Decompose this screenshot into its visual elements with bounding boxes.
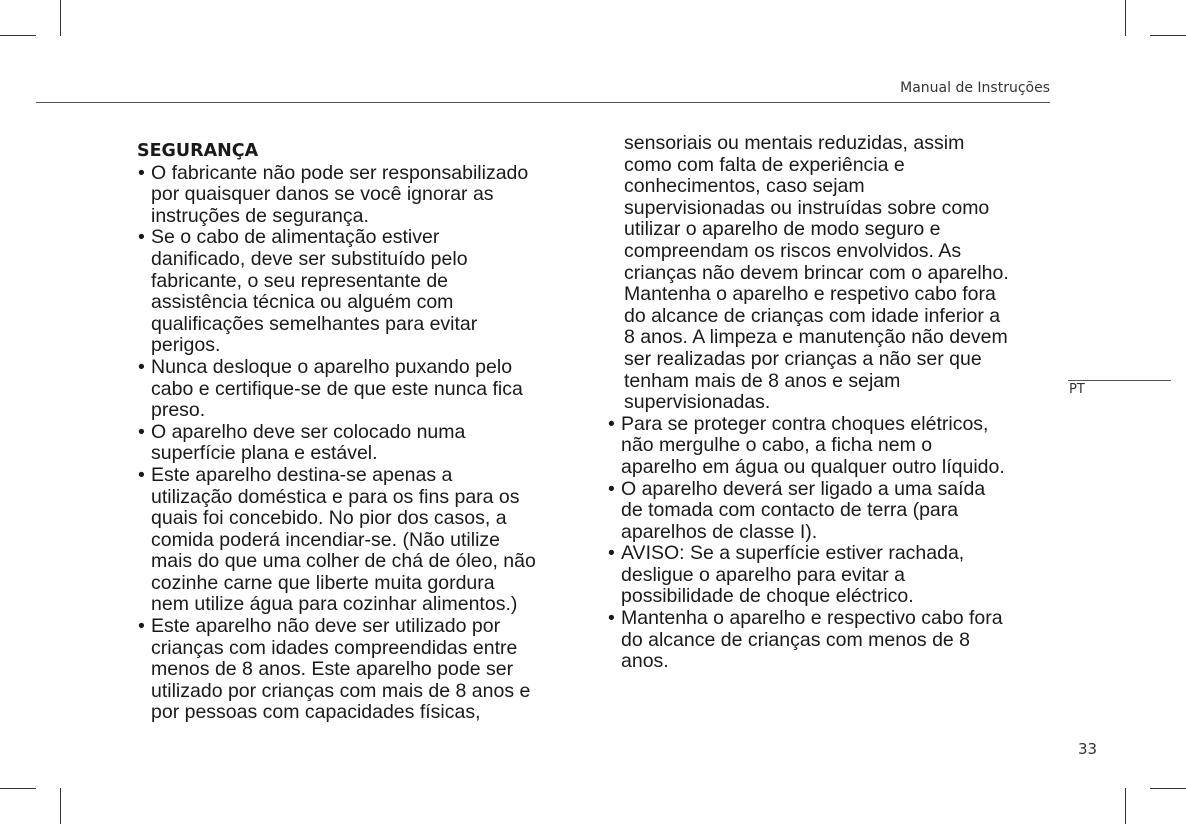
bullet-item — [607, 479, 1057, 544]
text-line: mais do que uma colher de chá de óleo, não — [151, 550, 536, 573]
text-line: utilizado por crianças com mais de 8 anos e — [151, 679, 531, 702]
text-line: preso. — [151, 399, 206, 422]
right-bullet-list — [607, 414, 1057, 673]
text-line: desligue o aparelho para evitar a — [621, 563, 906, 586]
bullet-item — [137, 163, 587, 228]
crop-mark-top-left-horizontal — [0, 35, 36, 36]
bullet-item — [137, 357, 587, 422]
text-line: de tomada com contacto de terra (para — [621, 499, 959, 522]
text-line: sensoriais ou mentais reduzidas, assim — [624, 132, 965, 154]
text-line: • Este aparelho não deve ser utilizado por — [151, 615, 501, 638]
bullet-item — [607, 414, 1057, 479]
text-line: perigos. — [151, 334, 221, 357]
bullet-item — [607, 608, 1057, 673]
text-line: por pessoas com capacidades físicas, — [151, 701, 481, 724]
header-divider — [36, 102, 1050, 103]
left-column — [137, 139, 587, 724]
text-line: do alcance de crianças com idade inferior a — [624, 304, 1001, 327]
text-line: anos. — [621, 650, 669, 673]
text-line: possibilidade de choque eléctrico. — [621, 585, 914, 608]
bullet-item — [137, 616, 587, 724]
text-line: • Nunca desloque o aparelho puxando pelo — [151, 355, 513, 378]
crop-mark-bottom-left-horizontal — [0, 788, 36, 789]
text-line: do alcance de crianças com menos de 8 — [621, 628, 971, 651]
bullet-item — [607, 543, 1057, 608]
text-line: cabo e certifique-se de que este nunca fica — [151, 377, 523, 400]
text-line: compreendam os riscos envolvidos. As — [624, 239, 962, 262]
page-number: 33 — [1078, 740, 1098, 758]
text-line: cozinhe carne que liberte muita gordura — [151, 571, 495, 594]
text-line: fabricante, o seu representante de — [151, 269, 449, 292]
text-line: • Mantenha o aparelho e respectivo cabo fora — [621, 607, 1003, 630]
text-line: utilizar o aparelho de modo seguro e — [624, 218, 941, 241]
text-line: não mergulhe o cabo, a ficha nem o — [621, 434, 933, 457]
left-bullet-list — [137, 163, 587, 724]
text-line: menos de 8 anos. Este aparelho pode ser — [151, 658, 514, 681]
text-line: supervisionadas. — [624, 391, 771, 414]
bullet-item — [137, 465, 587, 616]
text-line: nem utilize água para cozinhar alimentos.) — [151, 593, 518, 616]
text-line: • O fabricante não pode ser responsabilizado — [151, 161, 529, 184]
text-line: tenham mais de 8 anos e sejam — [624, 369, 901, 392]
text-line: aparelho em água ou qualquer outro líquido. — [621, 455, 1005, 478]
language-tab-divider — [1068, 380, 1171, 381]
right-column — [607, 133, 1057, 673]
text-line: assistência técnica ou alguém com — [151, 291, 454, 314]
manual-title: Manual de Instruções — [900, 80, 1050, 96]
text-line: • Se o cabo de alimentação estiver — [151, 226, 440, 249]
text-line: • Este aparelho destina-se apenas a — [151, 463, 453, 486]
bullet-item — [137, 227, 587, 357]
text-line: • O aparelho deverá ser ligado a uma saída — [621, 477, 986, 500]
text-line: Mantenha o aparelho e respetivo cabo fora — [624, 283, 996, 306]
crop-mark-bottom-right-horizontal — [1150, 788, 1186, 789]
text-line: • AVISO: Se a superfície estiver rachada, — [621, 542, 965, 565]
text-line: qualificações semelhantes para evitar — [151, 312, 478, 335]
crop-mark-bottom-right-vertical — [1125, 788, 1126, 824]
bullet-item — [137, 422, 587, 465]
text-line: por quaisquer danos se você ignorar as — [151, 183, 494, 206]
section-title: SEGURANÇA — [137, 141, 259, 161]
text-line: supervisionadas ou instruídas sobre como — [624, 196, 990, 219]
crop-mark-top-left-vertical — [60, 0, 61, 36]
continued-paragraph — [607, 133, 1057, 414]
text-line: quais foi concebido. No pior dos casos, a — [151, 507, 507, 530]
language-tab: PT — [1069, 382, 1085, 397]
text-line: utilização doméstica e para os fins para os — [151, 485, 520, 508]
text-line: • Para se proteger contra choques elétricos, — [621, 412, 989, 435]
text-line: • O aparelho deve ser colocado numa — [151, 420, 466, 443]
text-line: comida poderá incendiar-se. (Não utilize — [151, 528, 501, 551]
text-line: ser realizadas por crianças a não ser que — [624, 347, 982, 370]
text-line: crianças com idades compreendidas entre — [151, 636, 518, 659]
text-line: superfície plana e estável. — [151, 442, 378, 465]
text-line: instruções de segurança. — [151, 204, 369, 227]
text-line: crianças não devem brincar com o aparelho. — [624, 261, 1009, 284]
text-line: 8 anos. A limpeza e manutenção não devem — [624, 326, 1008, 349]
text-line: aparelhos de classe I). — [621, 520, 818, 543]
text-line: conhecimentos, caso sejam — [624, 175, 865, 198]
text-line: como com falta de experiência e — [624, 153, 905, 176]
crop-mark-top-right-horizontal — [1150, 35, 1186, 36]
crop-mark-top-right-vertical — [1125, 0, 1126, 36]
text-line: danificado, deve ser substituído pelo — [151, 247, 468, 270]
crop-mark-bottom-left-vertical — [60, 788, 61, 824]
